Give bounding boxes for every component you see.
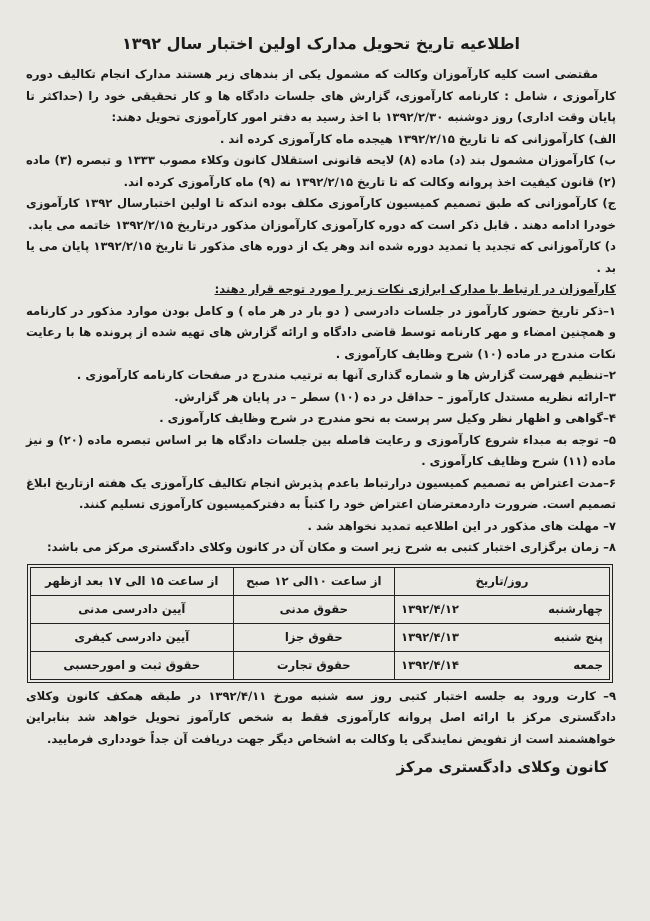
schedule-afternoon-subject: حقوق ثبت و امورحسبی [31,651,234,679]
note-8: ۸– زمان برگزاری اختبار کتبی به شرح زیر است و مکان آن در کانون وکلای دادگستری مرکز می باشد: [47,540,616,554]
clause-jim: ج) کارآموزانی که طبق تصمیم کمیسیون کارآموزی مکلف بوده اندکه تا اولین اختبارسال ۱۳۹۲ کارآموزی خودرا ادامه دهند . قابل ذکر است که دوره کارآموزی کارآموزان مذکور درتاریخ ۱۳۹۲/۲/۱۵ خاتمه می یابد. [26,196,616,232]
clause-be: ب) کارآموزان مشمول بند (د) ماده (۸) لایحه قانونی استقلال کانون وکلاء مصوب ۱۳۳۳ و تبصره (۳) ماده (۲) قانون کیفیت اخذ پروانه وکالت که تا تاریخ ۱۳۹۲/۲/۱۵ نه (۹) ماه کارآموزی کرده اند. [26,153,616,189]
note-1: ۱–ذکر تاریخ حضور کارآموز در جلسات دادرسی ( دو بار در هر ماه ) و کامل بودن موارد مذکور در کارنامه و همچنین امضاء و مهر کارنامه توسط قاضی دادگاه و ارائه گزارش های تهیه شده از پرونده ها با رعایت نکات مندرج در ماده (۱۰) شرح وظایف کارآموزی . [26,303,616,361]
table-row [31,651,610,679]
note-6: ۶–مدت اعتراض به تصمیم کمیسیون درارتباط باعدم پذیرش انجام تکالیف کارآموزی یک هفته ازتاریخ ابلاغ تصمیم است. ضرورت داردمعترضان اعتراض خود را کتباً به دفترکمیسیون کارآموزی تسلیم کنند. [26,475,616,511]
note-7: ۷– مهلت های مذکور در این اطلاعیه تمدید نخواهد شد . [307,518,616,533]
header-morning: از ساعت ۱۰الی ۱۲ صبح [233,567,394,595]
clause-alef: الف) کارآموزانی که تا تاریخ ۱۳۹۲/۲/۱۵ هیجده ماه کارآموزی کرده اند . [219,131,616,146]
table-row [31,595,610,623]
header-day-date: روز/تاریخ [395,567,610,595]
schedule-day: جمعه [537,651,610,679]
schedule-morning-subject: حقوق مدنی [233,595,394,623]
exam-schedule-table [30,567,610,680]
schedule-day: چهارشنبه [537,595,610,623]
schedule-header-row [31,567,610,595]
signature: کانون وکلای دادگستری مرکز [396,758,608,776]
schedule-morning-subject: حقوق تجارت [233,651,394,679]
table-row [31,623,610,651]
intro-paragraph: مقتضی است کلیه کارآموزان وکالت که مشمول یکی از بندهای زیر هستند مدارک انجام تکالیف دوره کارآموزی ، شامل : کارنامه کارآموزی، گزارش های جلسات دادگاه ها و کار تحقیقی خود را (حداکثر تا پایان وقت اداری) روز دوشنبه ۱۳۹۲/۲/۳۰ با اخذ رسید به دفتر امور کارآموزی تحویل دهند: [26,67,616,124]
schedule-date: ۱۳۹۲/۴/۱۴ [395,651,538,679]
schedule-date: ۱۳۹۲/۴/۱۲ [395,595,538,623]
note-5: ۵– توجه به مبداء شروع کارآموزی و رعایت فاصله بین جلسات دادگاه ها بر اساس تبصره ماده (۲۰) و نیز ماده (۱۱) شرح وظایف کارآموزی . [26,432,616,468]
clause-dal: د) کارآموزانی که تجدید یا تمدید دوره شده اند وهر یک از دوره های مذکور تا تاریخ ۱۳۹۲/۲/۱۵ پایان می یا بد . [26,239,616,275]
note-3: ۳–ارائه نظریه مستدل کارآموز – حداقل در ده (۱۰) سطر – در پایان هر گزارش. [174,389,616,404]
notes-heading: کارآموزان در ارتباط با مدارک ابرازی نکات زیر را مورد توجه قرار دهند: [214,282,616,296]
notice-title: اطلاعیه تاریخ تحویل مدارک اولین اختبار سال ۱۳۹۲ [121,34,521,53]
schedule-date: ۱۳۹۲/۴/۱۳ [395,623,538,651]
note-9: ۹– کارت ورود به جلسه اختبار کتبی روز سه شنبه مورخ ۱۳۹۲/۴/۱۱ در طبقه همکف کانون وکلای دادگستری مرکز با ارائه اصل پروانه کارآموزی فقط به شخص کارآموز تحویل خواهد شد بنابراین خواهشمند است از تفویض نمایندگی یا وکالت به اشخاص دیگر جهت دریافت آن جداً خودداری فرمایید. [26,688,617,746]
note-2: ۲–تنظیم فهرست گزارش ها و شماره گذاری آنها به ترتیب مندرج در صفحات کارنامه کارآموزی . [76,368,616,382]
schedule-day: پنج شنبه [537,623,610,651]
schedule-afternoon-subject: آیین دادرسی کیفری [31,623,234,651]
schedule-afternoon-subject: آیین دادرسی مدنی [31,595,234,623]
note-4: ۴–گواهی و اظهار نظر وکیل سر پرست به نحو مندرج در شرح وظایف کارآموزی . [159,411,616,425]
header-afternoon: از ساعت ۱۵ الی ۱۷ بعد ازظهر [31,567,234,595]
schedule-morning-subject: حقوق جزا [233,623,394,651]
